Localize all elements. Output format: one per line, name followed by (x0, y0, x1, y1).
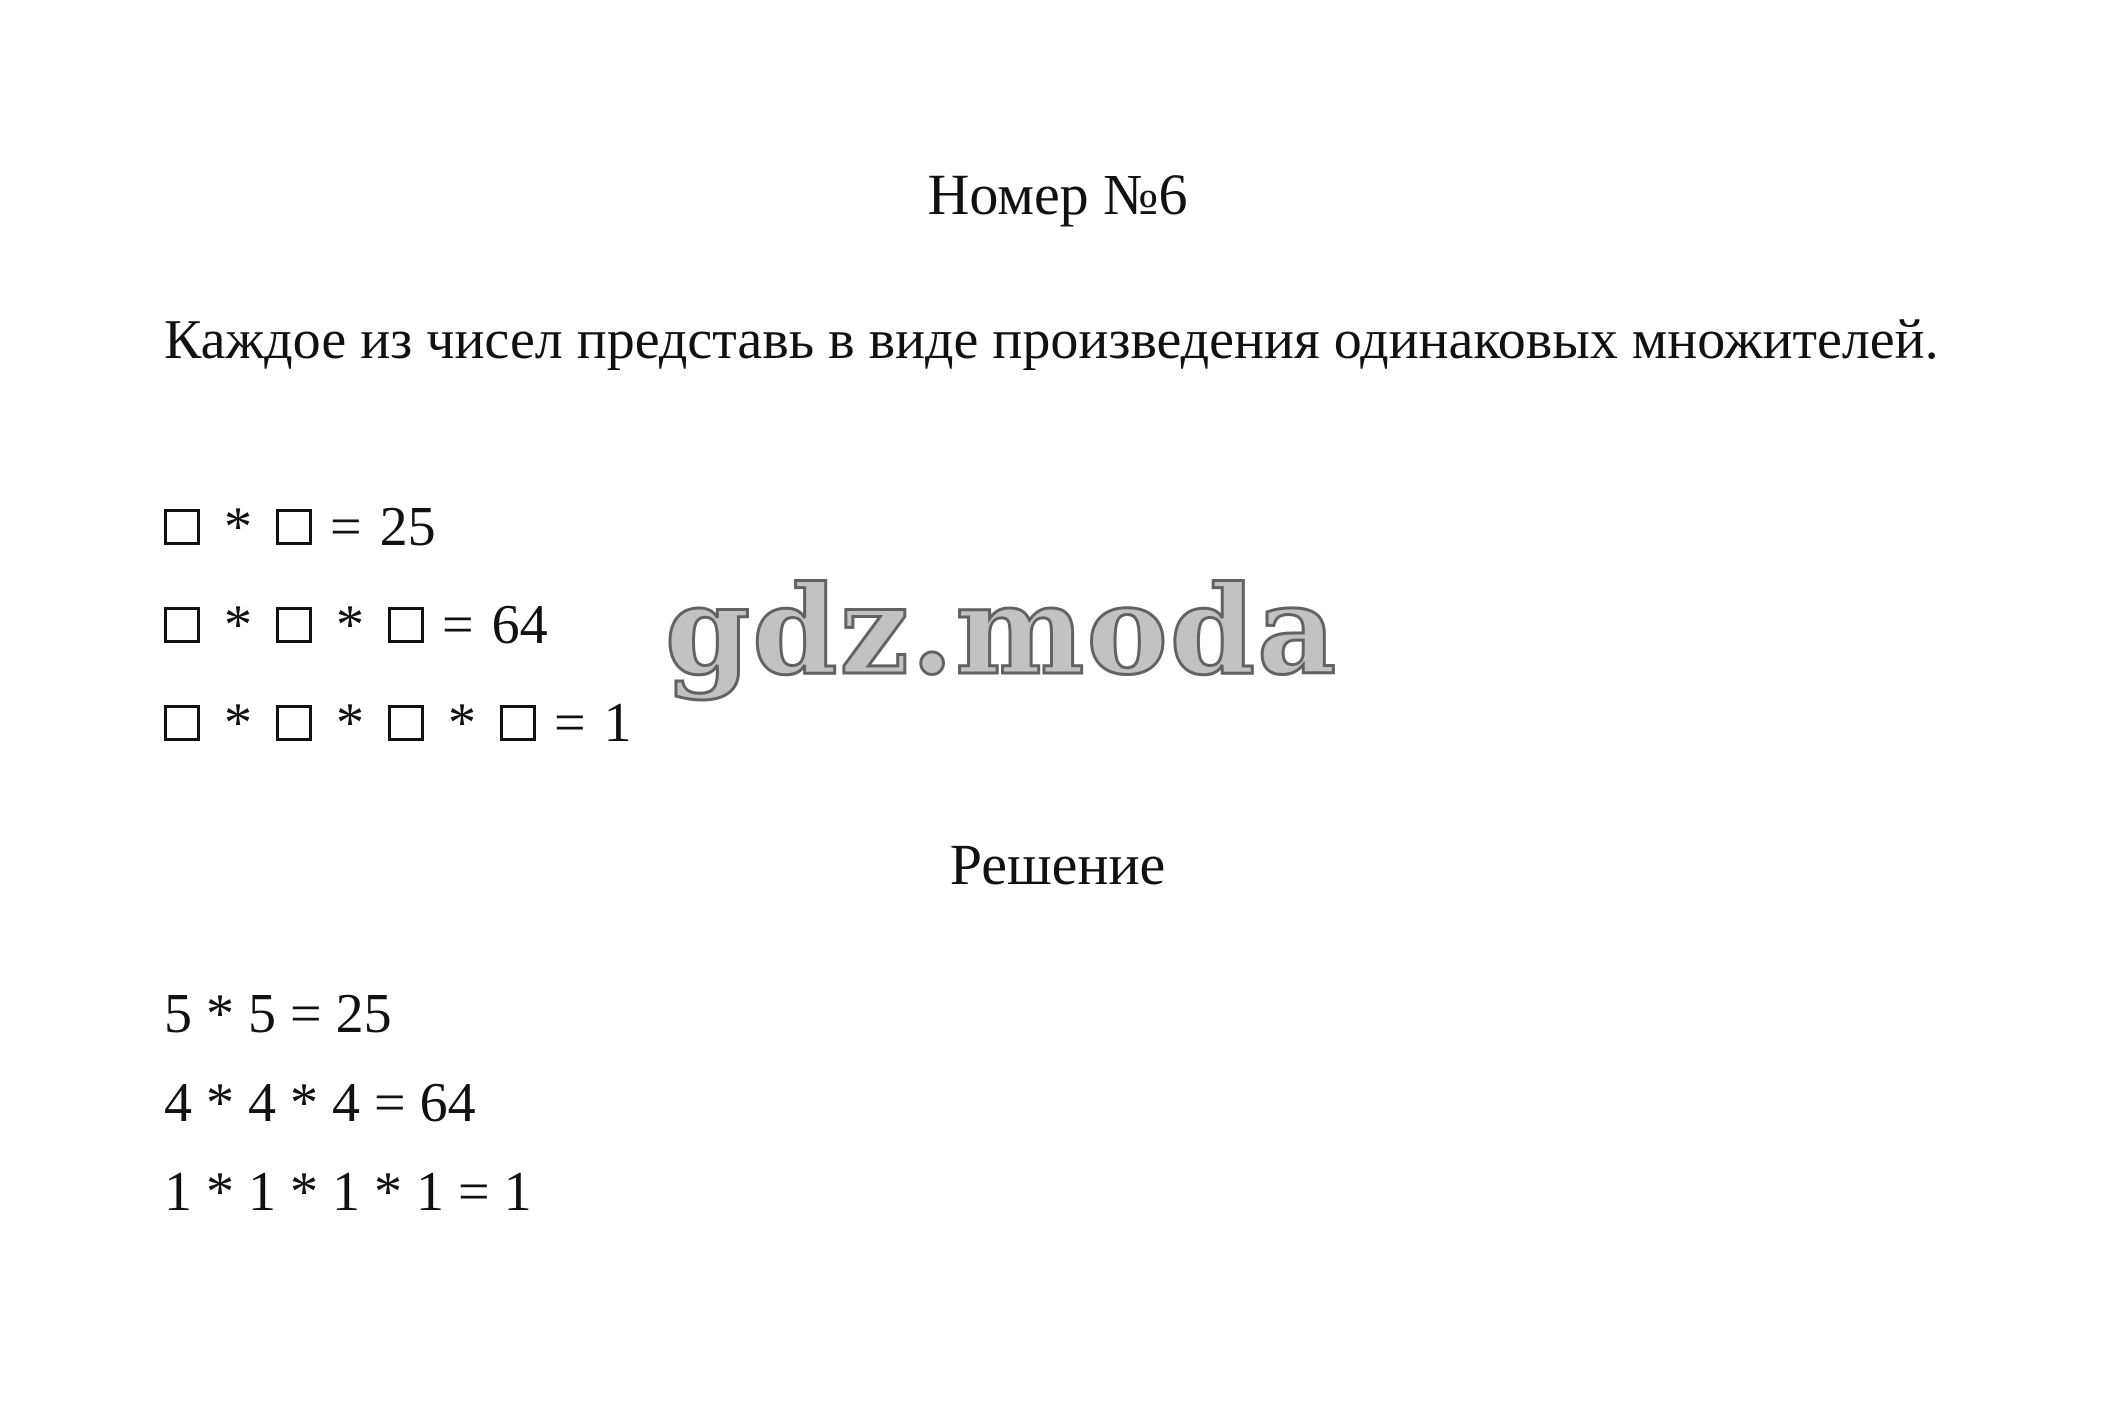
blank-box (164, 607, 200, 643)
equals-sign: = (442, 594, 474, 656)
multiply-sign: * (224, 496, 252, 558)
solution-heading: Решение (949, 832, 1166, 897)
answer-line-3: 1 * 1 * 1 * 1 = 1 (164, 1161, 532, 1223)
blank-box (164, 509, 200, 545)
equation-row-1 (164, 478, 632, 576)
equation-row-2 (164, 576, 632, 674)
blank-box (164, 705, 200, 741)
answer-line-2: 4 * 4 * 4 = 64 (164, 1072, 476, 1134)
equation-result: 25 (379, 496, 436, 558)
blank-box (276, 509, 312, 545)
multiply-sign: * (224, 594, 252, 656)
multiply-sign: * (448, 692, 476, 754)
equation-row-3 (164, 674, 632, 772)
blank-box (276, 705, 312, 741)
equations-block (164, 478, 632, 772)
page-title: Номер №6 (927, 162, 1188, 227)
blank-box (276, 607, 312, 643)
watermark-logo: gdz.moda (665, 558, 1339, 702)
blank-box (388, 705, 424, 741)
multiply-sign: * (336, 594, 364, 656)
blank-box (388, 607, 424, 643)
answer-line-1: 5 * 5 = 25 (164, 983, 392, 1045)
multiply-sign: * (336, 692, 364, 754)
blank-box (500, 705, 536, 741)
equals-sign: = (554, 692, 586, 754)
solution-answers (164, 970, 532, 1237)
task-text: Каждое из чисел представь в виде произведения одинаковых множителей. (164, 309, 1939, 371)
equals-sign: = (330, 496, 362, 558)
equation-result: 1 (603, 692, 632, 754)
multiply-sign: * (224, 692, 252, 754)
equation-result: 64 (491, 594, 548, 656)
